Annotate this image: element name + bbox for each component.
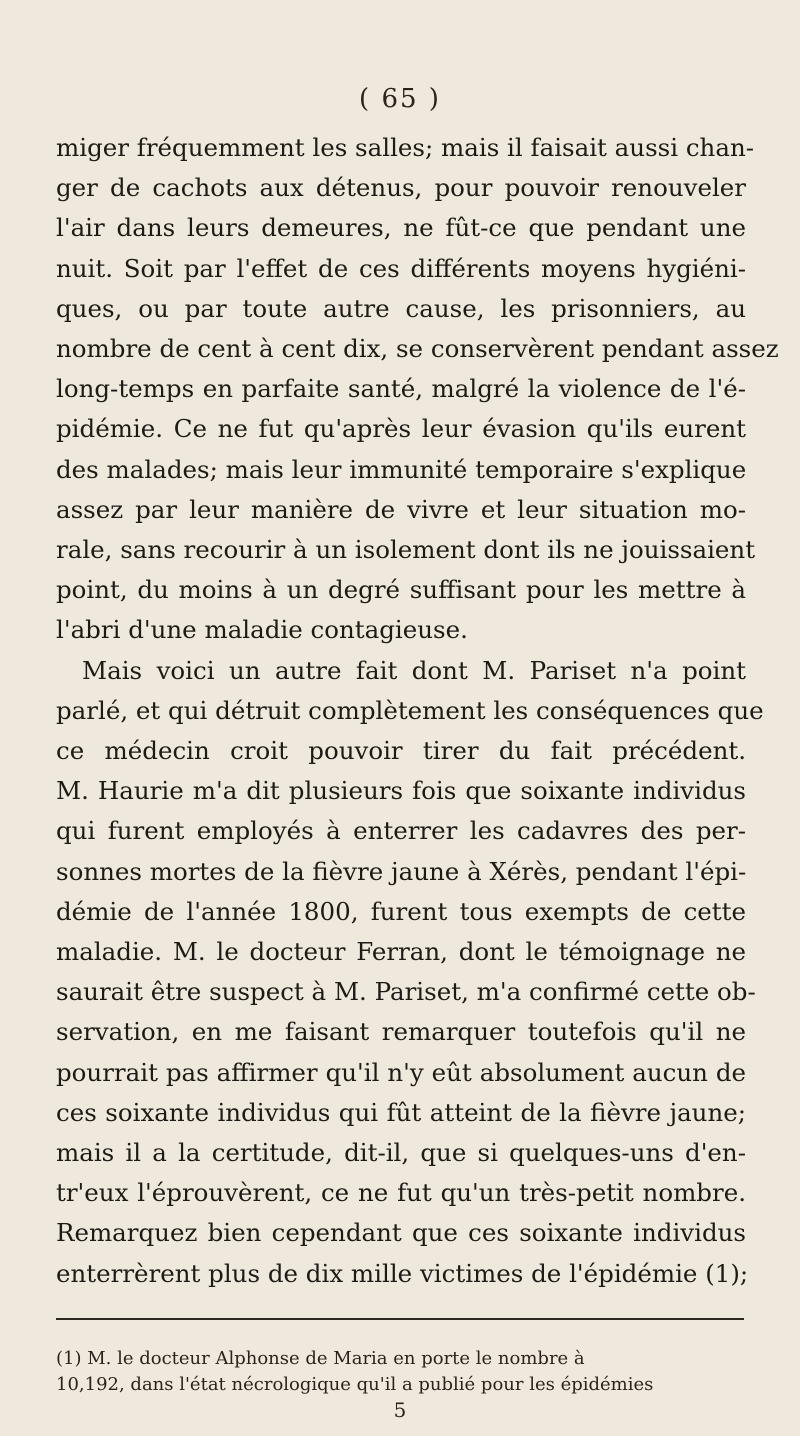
text-line: ger de cachots aux détenus, pour pouvoir renouveler xyxy=(56,173,746,203)
text-line: point, du moins à un degré suffisant pour les mettre à xyxy=(56,575,746,605)
text-line: servation, en me faisant remarquer toutefois qu'il ne xyxy=(56,1017,746,1047)
footnote-divider xyxy=(56,1318,744,1320)
text-line: nuit. Soit par l'effet de ces différents moyens hygiéni- xyxy=(56,253,746,283)
text-line: M. Haurie m'a dit plusieurs fois que soixante individus xyxy=(56,776,746,806)
text-line: nombre de cent à cent dix, se conservèrent pendant assez xyxy=(56,334,779,364)
footnote-line: (1) M. le docteur Alphonse de Maria en porte le nombre à xyxy=(56,1348,585,1369)
page-number: ( 65 ) xyxy=(359,84,441,114)
text-line: miger fréquemment les salles; mais il faisait aussi chan- xyxy=(56,133,754,162)
text-line: l'air dans leurs demeures, ne fût-ce que pendant une xyxy=(56,213,746,243)
text-line: ques, ou par toute autre cause, les prisonniers, au xyxy=(56,293,746,323)
body-text xyxy=(56,128,779,1294)
footnote-line: 10,192, dans l'état nécrologique qu'il a publié pour les épidémies xyxy=(56,1374,654,1395)
text-line: des malades; mais leur immunité temporaire s'explique xyxy=(56,454,747,484)
text-line: parlé, et qui détruit complètement les conséquences que xyxy=(56,695,764,725)
text-line: saurait être suspect à M. Pariset, m'a confirmé cette ob- xyxy=(56,977,756,1007)
paragraph-start-line: Mais voici un autre fait dont M. Pariset n'a point xyxy=(82,655,746,685)
text-line: assez par leur manière de vivre et leur situation mo- xyxy=(56,494,746,524)
text-line: Remarquez bien cependant que ces soixante individus xyxy=(56,1218,746,1248)
text-line: qui furent employés à enterrer les cadavres des per- xyxy=(56,816,746,846)
text-line: long-temps en parfaite santé, malgré la violence de l'é- xyxy=(56,374,746,404)
paragraph-end-line: l'abri d'une maladie contagieuse. xyxy=(56,615,468,645)
text-line: maladie. M. le docteur Ferran, dont le témoignage ne xyxy=(56,937,746,967)
text-line: ce médecin croit pouvoir tirer du fait précédent. xyxy=(56,736,746,766)
text-line: ces soixante individus qui fût atteint de la fièvre jaune; xyxy=(56,1097,746,1127)
text-line: rale, sans recourir à un isolement dont ils ne jouissaient xyxy=(56,535,756,565)
text-line: pourrait pas affirmer qu'il n'y eût absolument aucun de xyxy=(56,1057,746,1087)
text-line: tr'eux l'éprouvèrent, ce ne fut qu'un très-petit nombre. xyxy=(56,1178,746,1208)
text-line: pidémie. Ce ne fut qu'après leur évasion qu'ils eurent xyxy=(56,414,746,444)
text-line: démie de l'année 1800, furent tous exempts de cette xyxy=(56,896,746,926)
text-line: sonnes mortes de la fièvre jaune à Xérès, pendant l'épi- xyxy=(56,856,747,886)
text-line: mais il a la certitude, dit-il, que si quelques-uns d'en- xyxy=(56,1138,746,1168)
footnote xyxy=(56,1346,746,1398)
text-line: enterrèrent plus de dix mille victimes de l'épidémie (1); xyxy=(56,1258,749,1288)
signature-mark: 5 xyxy=(393,1398,407,1422)
